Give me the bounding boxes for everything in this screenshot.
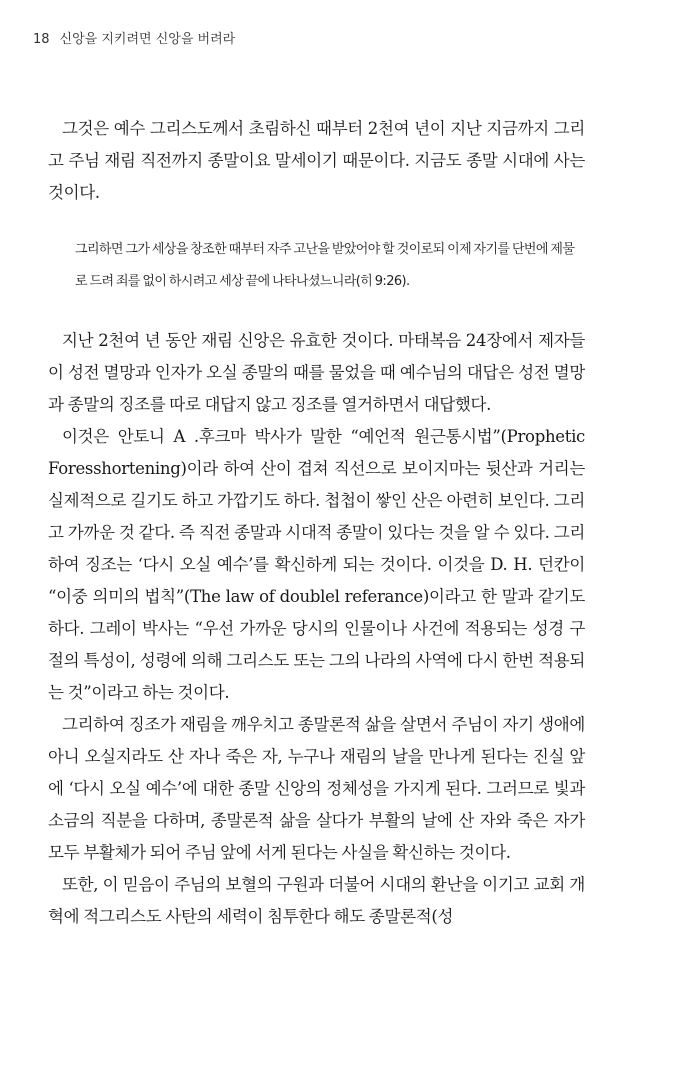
main-body xyxy=(48,325,585,933)
paragraph-4: 또한, 이 믿음이 주님의 보혈의 구원과 더불어 시대의 환난을 이기고 교회 개혁에 적그리스도 사탄의 세력이 침투한다 해도 종말론적(성 xyxy=(48,875,585,926)
paragraph-intro: 그것은 예수 그리스도께서 초림하신 때부터 2천여 년이 지난 지금까지 그리고 주님 재림 직전까지 종말이요 말세이기 때문이다. 지금도 종말 시대에 사는 것이다. xyxy=(48,119,585,202)
scripture-quote: 그리하면 그가 세상을 창조한 때부터 자주 고난을 받았어야 할 것이로되 이제 자기를 단번에 제물로 드려 죄를 없이 하시려고 세상 끝에 나타나셨느니라(히 9:26). xyxy=(75,242,575,289)
page-number: 18 xyxy=(33,32,50,47)
paragraph-2: 이것은 안토니 A .후크마 박사가 말한 “예언적 원근통시법”(Prophetic Foresshortening)이라 하여 산이 겹쳐 직선으로 보이지마는 뒷산과 거리는 실제적으로 길기도 하고 가깝기도 하다. 첩첩이 쌓인 산은 아련히 보인다. 그리고 가까운 것 같다. 즉 직전 종말과 시대적 종말이 있다는 것을 알 수 있다. 그리하여 징조는 ‘다시 오실 예수’를 확신하게 되는 것이다. 이것을 D. H. 던칸이 “이중 의미의 법칙”(The law of doublel referance)이라고 한 말과 같기도 하다. 그레이 박사는 “우선 가까운 당시의 인물이나 사건에 적용되는 성경 구절의 특성이, 성령에 의해 그리스도 또는 그의 나라의 사역에 다시 한번 적용되는 것”이라고 하는 것이다. xyxy=(48,427,585,702)
paragraph-1: 지난 2천여 년 동안 재림 신앙은 유효한 것이다. 마태복음 24장에서 제자들이 성전 멸망과 인자가 오실 종말의 때를 물었을 때 예수님의 대답은 성전 멸망과 종말의 징조를 따로 대답지 않고 징조를 열거하면서 대답했다. xyxy=(48,331,585,414)
book-title: 신앙을 지키려면 신앙을 버려라 xyxy=(59,32,236,47)
intro-section xyxy=(48,113,585,209)
paragraph-3: 그리하여 징조가 재림을 깨우치고 종말론적 삶을 살면서 주님이 자기 생애에 아니 오실지라도 산 자나 죽은 자, 누구나 재림의 날을 만나게 된다는 진실 앞에 ‘다시 오실 예수’에 대한 종말 신앙의 정체성을 가지게 된다. 그러므로 빛과 소금의 직분을 다하며, 종말론적 삶을 살다가 부활의 날에 산 자와 죽은 자가 모두 부활체가 되어 주님 앞에 서게 된다는 사실을 확신하는 것이다. xyxy=(48,715,585,862)
running-head xyxy=(33,28,235,47)
